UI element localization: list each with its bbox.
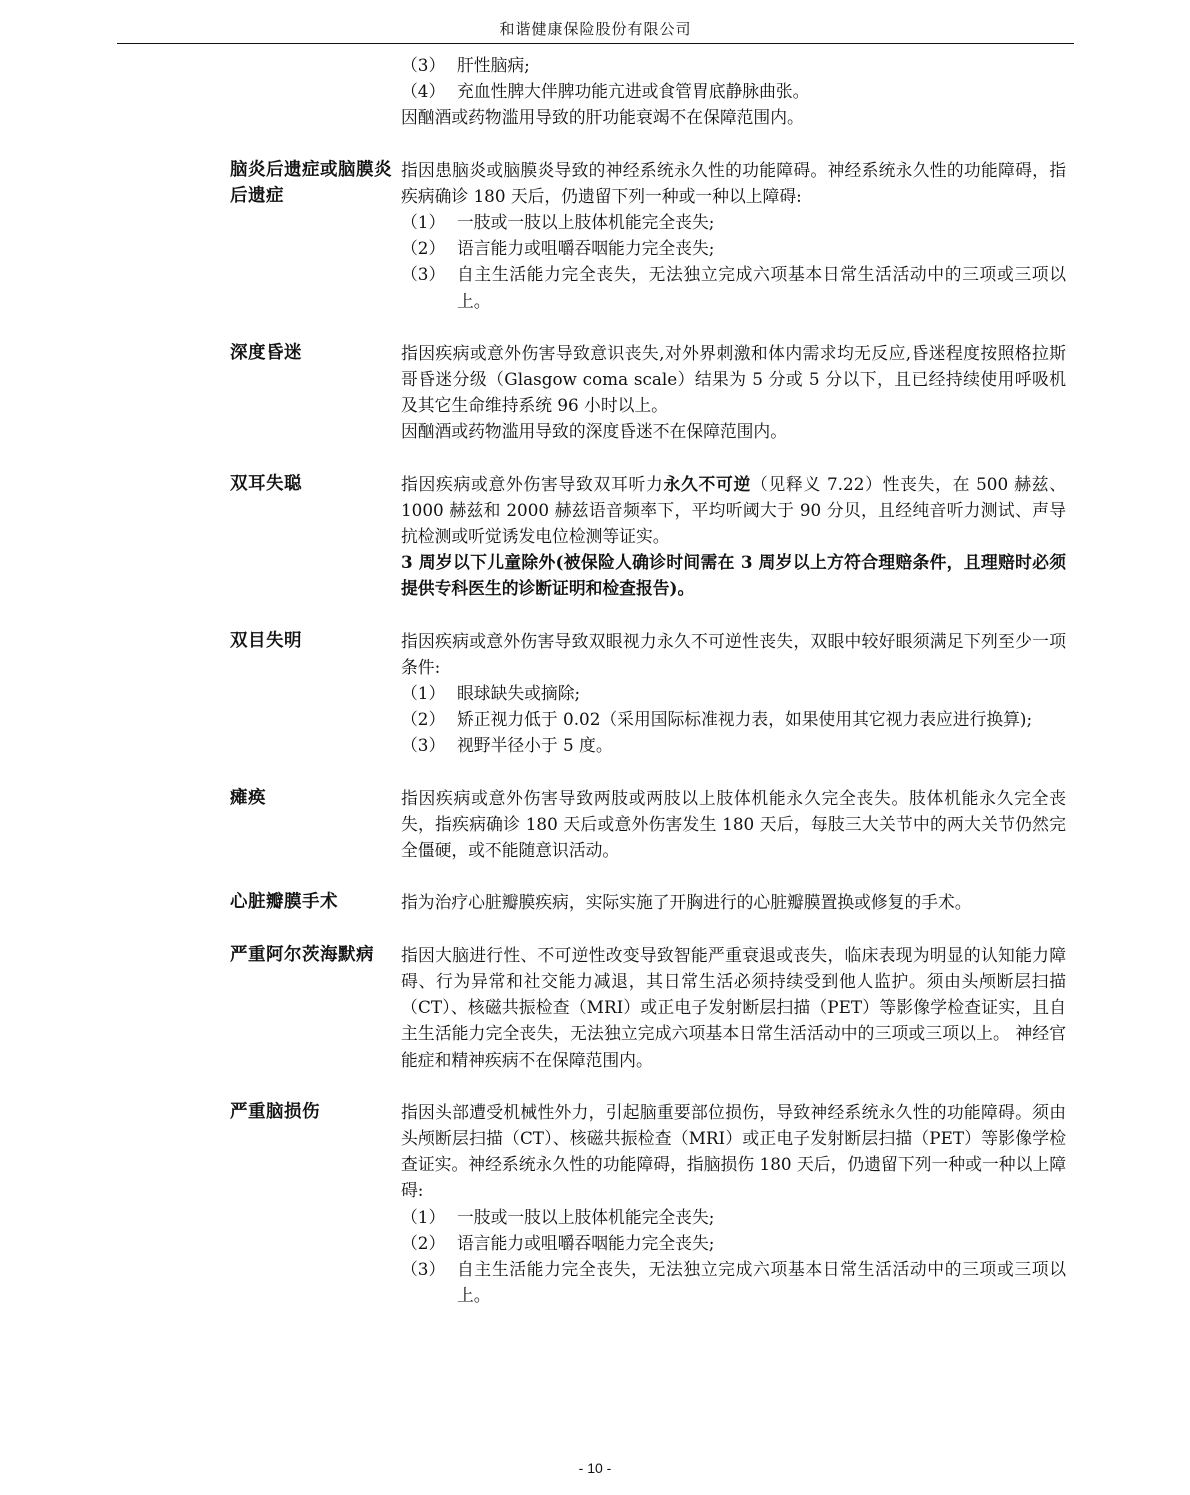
term-title: 心脏瓣膜手术 bbox=[230, 892, 338, 913]
term-definition: 指因疾病或意外伤害导致双耳听力永久不可逆（见释义 7.22）性丧失，在 500 赫兹、1000 赫兹和 2000 赫兹语音频率下，平均听阈大于 90 分贝，且经纯音听力测试、声导抗检测或听觉诱发电位检测等证实。 3 周岁以下儿童除外(被保险人确诊时间需在 3 周岁以上方符合理赔条件，且理赔时必须提供专科医生的诊断证明和检查报告)。 bbox=[401, 471, 1066, 602]
entry-paralysis bbox=[230, 785, 1066, 864]
list-item: （3） 自主生活能力完全丧失，无法独立完成六项基本日常生活活动中的三项或三项以上。 bbox=[401, 264, 1066, 311]
term-definition: 指因疾病或意外伤害导致意识丧失,对外界刺激和体内需求均无反应,昏迷程度按照格拉斯哥昏迷分级（Glasgow coma scale）结果为 5 分或 5 分以下，且已经持续使用呼吸机及其它生命维持系统 96 小时以上。 因酗酒或药物滥用导致的深度昏迷不在保障范围内。 bbox=[401, 340, 1066, 445]
term-definition: 指因疾病或意外伤害导致两肢或两肢以上肢体机能永久完全丧失。肢体机能永久完全丧失，指疾病确诊 180 天后或意外伤害发生 180 天后，每肢三大关节中的两大关节仍然完全僵硬，或不能随意识活动。 bbox=[401, 787, 1066, 861]
list-item: （1） 一肢或一肢以上肢体机能完全丧失; bbox=[401, 212, 715, 233]
term-title: 深度昏迷 bbox=[230, 342, 302, 363]
emphasis: 永久不可逆 bbox=[663, 473, 751, 494]
list-item: （1） 眼球缺失或摘除; bbox=[401, 683, 581, 704]
term-definition: 指因患脑炎或脑膜炎导致的神经系统永久性的功能障碍。神经系统永久性的功能障碍，指疾病确诊 180 天后，仍遗留下列一种或一种以上障碍: （1） 一肢或一肢以上肢体机能完全丧失; （2） 语言能力或咀嚼吞咽能力完全丧失; （3） 自主生活能力完全丧失，无法独立完成六项基本日常生活活动中的三项或三项以上。 bbox=[401, 157, 1066, 314]
entry-brain-injury bbox=[230, 1099, 1066, 1309]
entry-deep-coma bbox=[230, 340, 1066, 445]
entry-heart-valve-surgery bbox=[230, 889, 1066, 916]
term-title: 严重阿尔茨海默病 bbox=[230, 944, 374, 965]
document-body bbox=[230, 52, 1066, 1334]
term-title: 双耳失聪 bbox=[230, 473, 302, 494]
entry-blindness bbox=[230, 628, 1066, 759]
header-rule bbox=[117, 43, 1074, 44]
list-item: （2） 语言能力或咀嚼吞咽能力完全丧失; bbox=[401, 1232, 715, 1253]
list-item: （2） 矫正视力低于 0.02（采用国际标准视力表，如果使用其它视力表应进行换算); bbox=[401, 709, 1033, 730]
list-item: （3） 肝性脑病; bbox=[401, 55, 530, 75]
entry-encephalitis-sequelae bbox=[230, 157, 1066, 314]
term-title: 严重脑损伤 bbox=[230, 1101, 320, 1122]
term-title: 脑炎后遗症或脑膜炎后遗症 bbox=[230, 159, 392, 207]
term-definition: 指为治疗心脏瓣膜疾病，实际实施了开胸进行的心脏瓣膜置换或修复的手术。 bbox=[401, 892, 972, 913]
term-definition: 指因疾病或意外伤害导致双眼视力永久不可逆性丧失，双眼中较好眼须满足下列至少一项条件: （1） 眼球缺失或摘除; （2） 矫正视力低于 0.02（采用国际标准视力表，如果使用其它视力表应进行换算); （3） 视野半径小于 5 度。 bbox=[401, 628, 1066, 759]
exclusion-note: 因酗酒或药物滥用导致的深度昏迷不在保障范围内。 bbox=[401, 421, 787, 442]
exclusion-note: 因酗酒或药物滥用导致的肝功能衰竭不在保障范围内。 bbox=[401, 107, 804, 128]
bold-exception-note: 3 周岁以下儿童除外(被保险人确诊时间需在 3 周岁以上方符合理赔条件，且理赔时必须提供专科医生的诊断证明和检查报告)。 bbox=[401, 552, 1066, 599]
entry-deafness bbox=[230, 471, 1066, 602]
term-title: 双目失明 bbox=[230, 630, 302, 651]
page-number: - 10 - bbox=[578, 1460, 612, 1476]
term-title: 瘫痪 bbox=[230, 787, 266, 808]
term-definition: 指因头部遭受机械性外力，引起脑重要部位损伤，导致神经系统永久性的功能障碍。须由头颅断层扫描（CT）、核磁共振检查（MRI）或正电子发射断层扫描（PET）等影像学检查证实。神经系统永久性的功能障碍，指脑损伤 180 天后，仍遗留下列一种或一种以上障碍: （1） 一肢或一肢以上肢体机能完全丧失; （2） 语言能力或咀嚼吞咽能力完全丧失; （3） 自主生活能力完全丧失，无法独立完成六项基本日常生活活动中的三项或三项以上。 bbox=[401, 1099, 1066, 1309]
continuation-block bbox=[230, 52, 1066, 131]
entry-alzheimer bbox=[230, 942, 1066, 1073]
page-header: 和谐健康保险股份有限公司 bbox=[499, 20, 692, 38]
list-item: （1） 一肢或一肢以上肢体机能完全丧失; bbox=[401, 1206, 715, 1227]
list-item: （4） 充血性脾大伴脾功能亢进或食管胃底静脉曲张。 bbox=[401, 81, 810, 102]
list-item: （3） 视野半径小于 5 度。 bbox=[401, 735, 613, 756]
list-item: （3） 自主生活能力完全丧失，无法独立完成六项基本日常生活活动中的三项或三项以上。 bbox=[401, 1259, 1066, 1306]
term-definition: 指因大脑进行性、不可逆性改变导致智能严重衰退或丧失，临床表现为明显的认知能力障碍、行为异常和社交能力减退，其日常生活必须持续受到他人监护。须由头颅断层扫描（CT）、核磁共振检查（MRI）或正电子发射断层扫描（PET）等影像学检查证实，且自主生活能力完全丧失，无法独立完成六项基本日常生活活动中的三项或三项以上。 神经官能症和精神疾病不在保障范围内。 bbox=[401, 944, 1066, 1070]
list-item: （2） 语言能力或咀嚼吞咽能力完全丧失; bbox=[401, 238, 715, 259]
